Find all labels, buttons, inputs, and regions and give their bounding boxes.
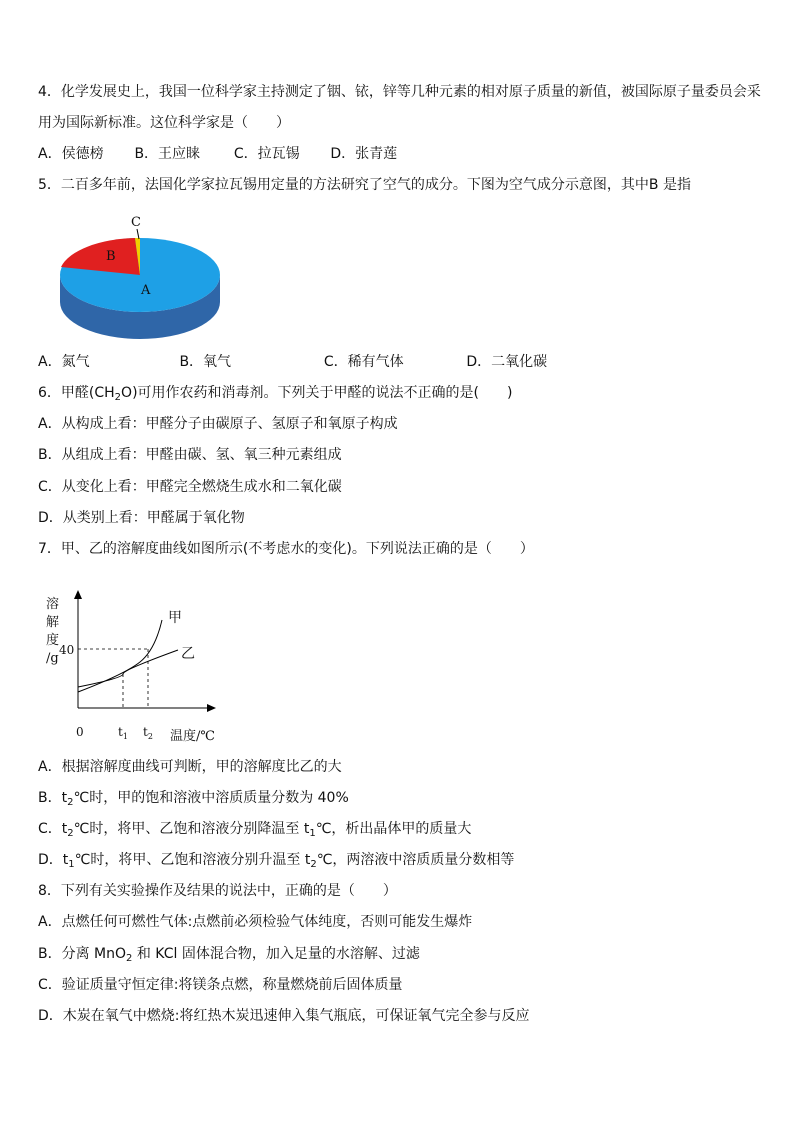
q6-option-d: D．从类别上看：甲醛属于氧化物 (38, 510, 245, 526)
q7-option-b: B．$t_2℃$时，甲的饱和溶液中溶质质量分数为 40% (38, 790, 349, 808)
q4-option-d: D．张青莲 (330, 146, 398, 162)
q4-stem-line2: 用为国际新标准。这位科学家是（ ） (38, 115, 290, 131)
q6-option-a: A．从构成上看：甲醛分子由碳原子、氢原子和氧原子构成 (38, 416, 398, 432)
q8-stem: 8．下列有关实验操作及结果的说法中，正确的是（ ） (38, 883, 397, 899)
y-label-char-1: 溶 (46, 597, 60, 612)
q8-option-a: A．点燃任何可燃性气体:点燃前必须检验气体纯度，否则可能发生爆炸 (38, 914, 473, 930)
curve-label-jia: 甲 (168, 610, 182, 626)
q7-option-c: C．$t_2℃$时，将甲、乙饱和溶液分别降温至 $t_1℃$，析出晶体甲的质量大 (38, 821, 472, 839)
pie-label-b: B (106, 249, 116, 264)
q4-option-a: A．侯德榜 (38, 146, 104, 162)
q7-solubility-graph (40, 588, 225, 748)
q5-options (38, 352, 547, 372)
q4-option-b: B．王应睐 (134, 146, 201, 162)
curve-label-yi: 乙 (181, 646, 195, 662)
pie-label-a: A (141, 283, 151, 298)
q8-option-d: D．木炭在氧气中燃烧:将红热木炭迅速伸入集气瓶底，可保证氧气完全参与反应 (38, 1008, 530, 1024)
y-label-char-2: 解 (46, 615, 60, 630)
x-tick-t2: $t_2$ (143, 725, 153, 741)
y-axis-arrow (74, 590, 82, 599)
q7-stem: 7．甲、乙的溶解度曲线如图所示(不考虑水的变化)。下列说法正确的是（ ） (38, 541, 534, 557)
pie-label-c-leader (137, 229, 139, 239)
q5-option-c: C．稀有气体 (323, 354, 404, 370)
q6-option-c: C．从变化上看：甲醛完全燃烧生成水和二氧化碳 (38, 479, 342, 495)
q7-option-a: A．根据溶解度曲线可判断，甲的溶解度比乙的大 (38, 759, 342, 775)
q5-pie-chart (55, 208, 235, 343)
curve-yi (78, 650, 178, 687)
y-tick-40: 40 (59, 643, 75, 657)
q4-options (38, 144, 397, 164)
q5-option-d: D．二氧化碳 (466, 354, 548, 370)
q8-option-b: B．分离 MnO$_2$ 和 KCl 固体混合物，加入足量的水溶解、过滤 (38, 946, 420, 964)
x-tick-t1: $t_1$ (118, 725, 128, 741)
y-label-char-3: 度 (46, 633, 60, 648)
x-axis-arrow (207, 704, 216, 712)
q5-option-b: B．氧气 (179, 354, 232, 370)
x-axis-label: 温度/℃ (170, 729, 215, 744)
q5-option-a: A．氮气 (38, 354, 90, 370)
q4-option-c: C．拉瓦锡 (233, 146, 300, 162)
q5-stem: 5．二百多年前，法国化学家拉瓦锡用定量的方法研究了空气的成分。下图为空气成分示意图，其中B 是指 (38, 177, 691, 193)
q8-option-c: C．验证质量守恒定律:将镁条点燃，称量燃烧前后固体质量 (38, 977, 403, 993)
q4-stem-line1: 4．化学发展史上，我国一位科学家主持测定了铟、铱，锌等几种元素的相对原子质量的新值，被国际原子量委员会采 (38, 84, 761, 100)
q7-option-d: D．$t_1℃$时，将甲、乙饱和溶液分别升温至 $t_2℃$，两溶液中溶质质量分数相等 (38, 852, 515, 870)
pie-label-c: C (131, 215, 141, 230)
q6-option-b: B．从组成上看：甲醛由碳、氢、氧三种元素组成 (38, 447, 342, 463)
q6-stem: 6．甲醛$(CH_2O)$可用作农药和消毒剂。下列关于甲醛的说法不正确的是( ) (38, 385, 513, 403)
curve-jia (78, 620, 162, 692)
y-label-char-4: /g (46, 651, 59, 666)
origin-label: 0 (76, 725, 84, 739)
